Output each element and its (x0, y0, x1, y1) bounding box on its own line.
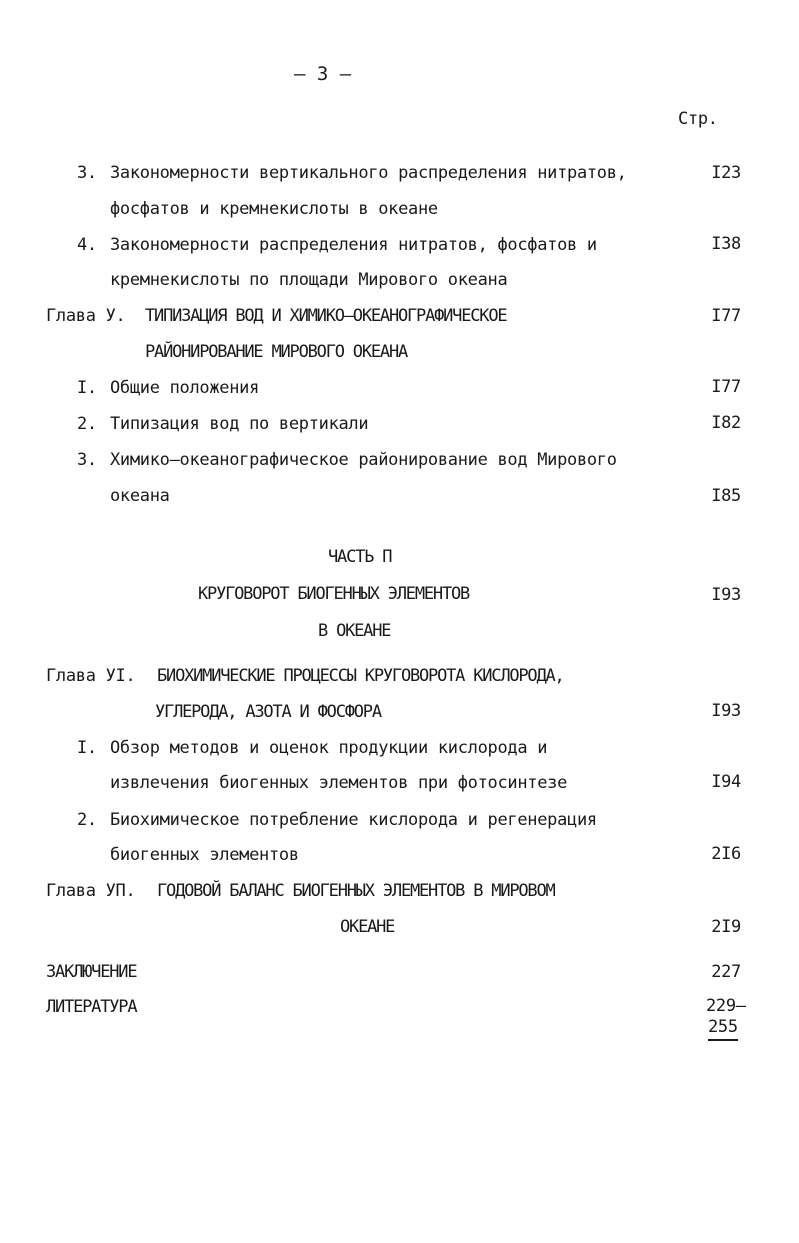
toc-entry-page: 227 (711, 962, 741, 982)
toc-entry-page: I85 (711, 486, 741, 506)
toc-entry-page: I93 (711, 585, 741, 605)
toc-entry-number: 2. (77, 810, 97, 830)
toc-entry-page: I93 (711, 701, 741, 721)
toc-entry-page: I77 (711, 377, 741, 397)
toc-entry-text: биогенных элементов (110, 845, 299, 865)
toc-entry-number: 3. (77, 450, 97, 470)
toc-entry-page: 229– (706, 996, 746, 1016)
toc-entry-page: I94 (711, 772, 741, 792)
toc-entry-text: фосфатов и кремнекислоты в океане (110, 199, 438, 219)
toc-entry-page: 2I9 (711, 917, 741, 937)
toc-entry-text: океана (110, 486, 170, 506)
part-title: ЧАСТЬ П (328, 547, 392, 567)
chapter-title: БИОХИМИЧЕСКИЕ ПРОЦЕССЫ КРУГОВОРОТА КИСЛОРОДА, (157, 666, 564, 686)
part-heading: В ОКЕАНЕ (318, 621, 391, 641)
toc-entry-number: I. (77, 378, 97, 398)
toc-entry-number: 2. (77, 414, 97, 434)
conclusion-heading: ЗАКЛЮЧЕНИЕ (46, 962, 137, 982)
toc-entry-page: 2I6 (711, 844, 741, 864)
toc-entry-page: I77 (711, 306, 741, 326)
chapter-title: УГЛЕРОДА, АЗОТА И ФОСФОРА (155, 702, 381, 722)
toc-entry-text: Обзор методов и оценок продукции кислорода и (110, 738, 548, 758)
toc-entry-page: I38 (711, 234, 741, 254)
chapter-prefix: Глава УI. (46, 666, 136, 686)
chapter-title: РАЙОНИРОВАНИЕ МИРОВОГО ОКЕАНА (145, 342, 408, 362)
toc-entry-page: I23 (711, 163, 741, 183)
page-column-label: Стр. (678, 109, 718, 129)
toc-entry-page-underlined: 255 (708, 1017, 738, 1041)
toc-entry-text: извлечения биогенных элементов при фотосинтезе (110, 773, 568, 793)
toc-entry-text: Закономерности распределения нитратов, фосфатов и (110, 235, 597, 255)
toc-entry-number: 4. (77, 235, 97, 255)
chapter-prefix: Глава УП. (46, 881, 136, 901)
toc-entry-text: Биохимическое потребление кислорода и регенерация (110, 810, 597, 830)
part-heading: КРУГОВОРОТ БИОГЕННЫХ ЭЛЕМЕНТОВ (198, 584, 470, 604)
toc-entry-text: Типизация вод по вертикали (110, 414, 369, 434)
toc-entry-text: Общие положения (110, 378, 260, 398)
chapter-prefix: Глава У. (46, 306, 126, 326)
toc-entry-text: кремнекислоты по площади Мирового океана (110, 270, 508, 290)
page-number: – 3 – (294, 63, 352, 85)
references-heading: ЛИТЕРАТУРА (46, 997, 137, 1017)
chapter-title: ГОДОВОЙ БАЛАНС БИОГЕННЫХ ЭЛЕМЕНТОВ В МИРОВОМ (157, 881, 555, 901)
toc-entry-number: 3. (77, 163, 97, 183)
chapter-title: ТИПИЗАЦИЯ ВОД И ХИМИКО–ОКЕАНОГРАФИЧЕСКОЕ (145, 306, 507, 326)
chapter-title: ОКЕАНЕ (340, 917, 395, 937)
toc-entry-text: Химико–океанографическое районирование вод Мирового (110, 450, 617, 470)
toc-entry-page: I82 (711, 413, 741, 433)
toc-entry-text: Закономерности вертикального распределения нитратов, (110, 163, 627, 183)
toc-entry-number: I. (77, 738, 97, 758)
